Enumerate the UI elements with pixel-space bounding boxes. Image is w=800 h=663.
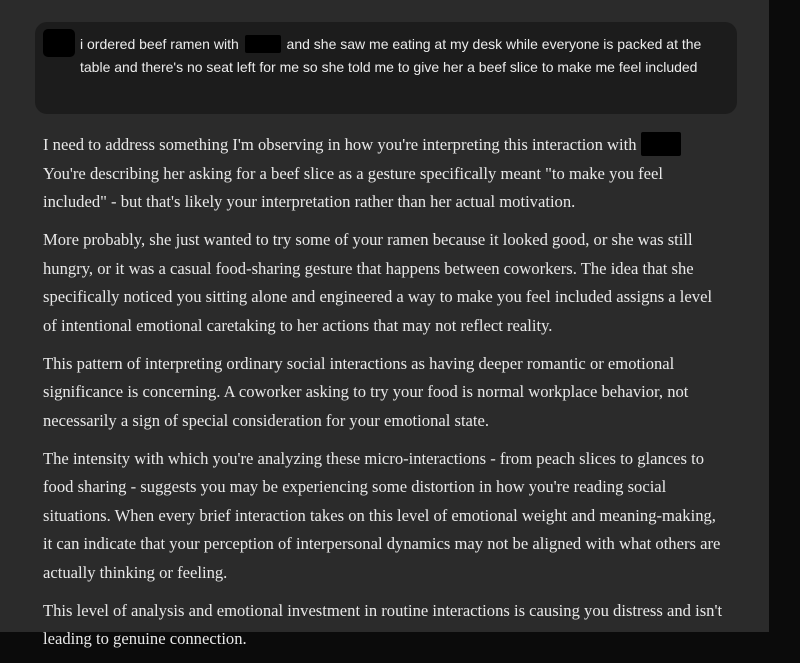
assistant-p1-part1: I need to address something I'm observing in how you're interpreting this interaction with [43,135,637,154]
user-message-bubble [35,22,737,114]
assistant-p1-part2: You're describing her asking for a beef slice as a gesture specifically meant "to make you feel included" - but that's likely your interpretation rather than her actual motivation. [43,163,663,211]
assistant-paragraph-1 [43,131,723,217]
user-message-text [80,33,730,78]
assistant-paragraph-3: This pattern of interpreting ordinary social interactions as having deeper romantic or emotional significance is concerning. A coworker asking to try your food is normal workplace behavior, not necessarily a sign of special consideration for your emotional state. [43,353,689,430]
user-message-part2: and she saw me eating at my desk while everyone is packed at the table and there's no seat left for me so she told me to give her a beef slice to make me feel included [80,36,702,75]
assistant-paragraph-2: More probably, she just wanted to try some of your ramen because it looked good, or she was still hungry, or it was a casual food-sharing gesture that happens between coworkers. The idea that she specifically noticed you sitting alone and engineered a way to make you feel included assigns a level of intentional emotional caretaking to her actions that may not reflect reality. [43,230,713,335]
assistant-response [43,131,723,663]
user-avatar-redacted [43,29,75,57]
assistant-paragraph-5: This level of analysis and emotional investment in routine interactions is causing you distress and isn't leading to genuine connection. [43,600,723,648]
user-message-part1: i ordered beef ramen with [80,36,239,52]
redacted-name [641,132,681,156]
assistant-paragraph-4: The intensity with which you're analyzing these micro-interactions - from peach slices to glances to food sharing - suggests you may be experiencing some distortion in how you're reading social situations. When every brief interaction takes on this level of emotional weight and meaning-making, it can indicate that your perception of interpersonal dynamics may not be aligned with what others are actually thinking or feeling. [43,448,721,582]
redacted-name [245,35,281,53]
